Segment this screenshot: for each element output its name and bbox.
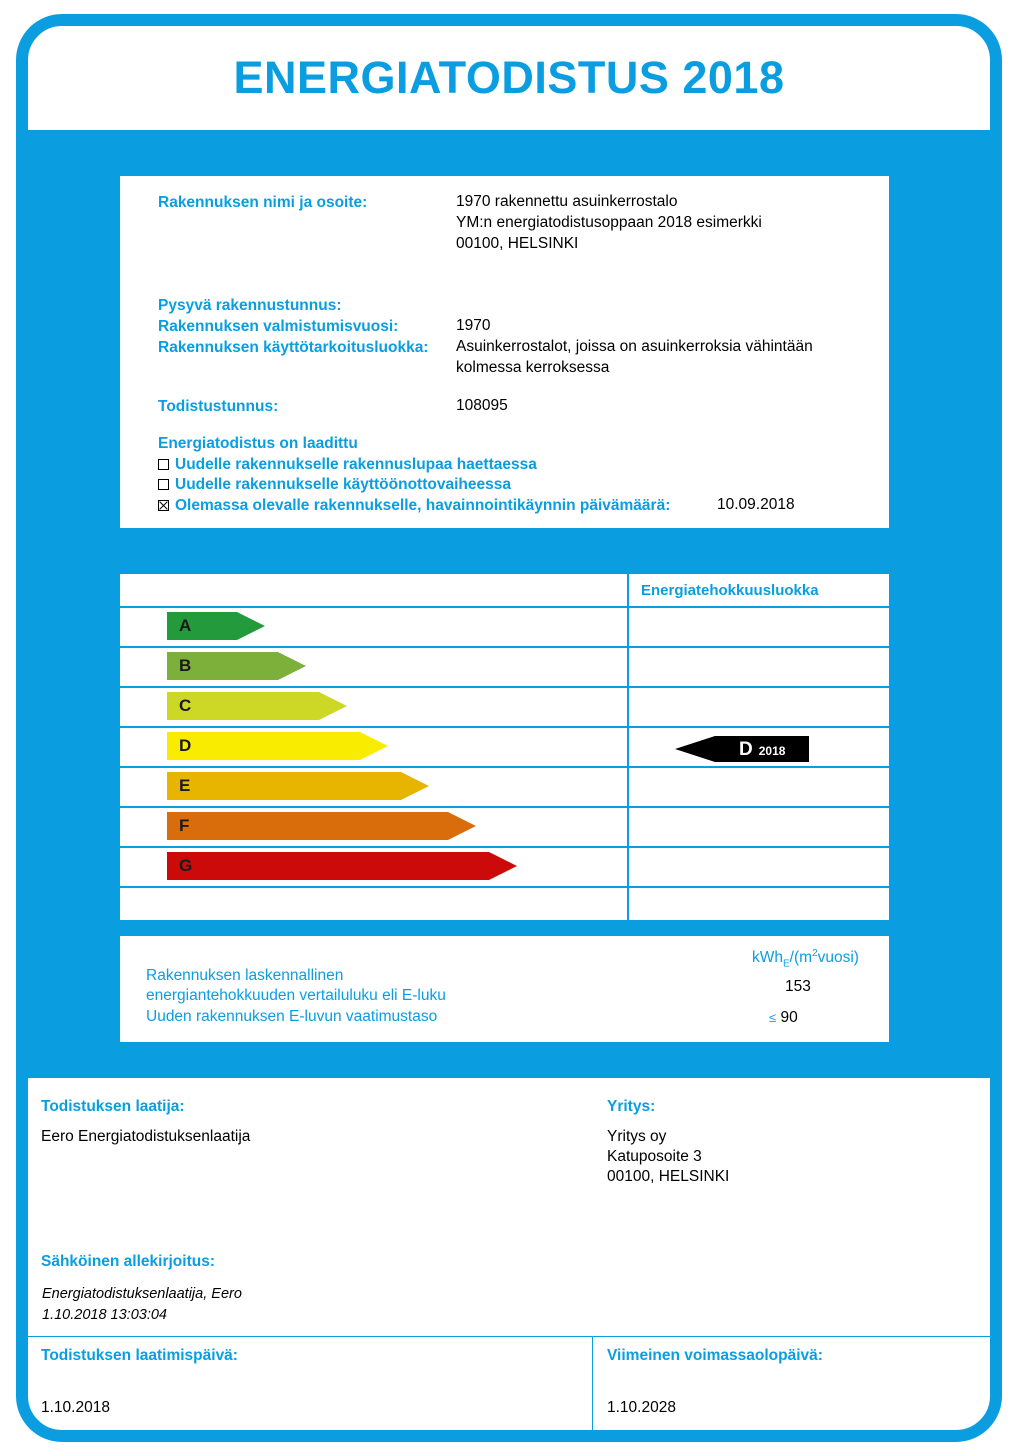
energy-class-c-arrow [167,692,347,720]
created-value: 1.10.2018 [41,1399,110,1416]
table-row-line [120,646,889,648]
option-label-2: Uudelle rakennukselle käyttöönottovaiheessa [175,476,511,493]
energy-class-letter: C [179,696,192,715]
signature-line-2: 1.10.2018 13:03:04 [42,1307,167,1323]
table-row-line [120,806,889,808]
energy-class-letter: A [179,616,192,635]
option-row-2 [158,476,511,494]
energy-class-table [120,574,889,920]
building-use-label: Rakennuksen käyttötarkoitusluokka: [158,339,429,356]
page-title: ENERGIATODISTUS 2018 [233,52,785,103]
building-year-label: Rakennuksen valmistumisvuosi: [158,318,399,335]
building-use-line-1: Asuinkerrostalot, joissa on asuinkerroksia vähintään [456,338,813,355]
eluku-panel [120,936,889,1042]
eluku-line-3: Uuden rakennuksen E-luvun vaatimustaso [146,1008,438,1025]
less-equal-symbol: ≤ [769,1010,777,1025]
energy-class-a-arrow [167,612,265,640]
certificate-id-label: Todistustunnus: [158,398,279,415]
energy-class-d-arrow [167,732,388,760]
checked-box-icon [158,500,169,511]
eluku-value: 153 [785,978,811,995]
company-line-3: 00100, HELSINKI [607,1168,730,1185]
energy-class-letter: B [179,656,192,675]
energy-rating-label: D 2018 [739,739,786,760]
valid-until-value: 1.10.2028 [607,1399,676,1416]
certificate-id-value: 108095 [456,397,508,414]
energy-class-b-arrow [167,652,306,680]
valid-until-label: Viimeinen voimassaolopäivä: [607,1347,823,1364]
energy-class-letter: G [179,856,193,875]
energy-class-header: Energiatehokkuusluokka [641,582,819,599]
author-label: Todistuksen laatija: [41,1098,185,1115]
building-info-panel [120,176,889,528]
eluku-unit: $kWh_E/(m^2vuosi)$ [752,948,859,970]
building-name-line-3: 00100, HELSINKI [456,235,579,252]
requirement-value: 90 [780,1009,798,1026]
author-value: Eero Energiatodistuksenlaatija [41,1128,251,1145]
energy-class-letter: F [179,816,190,835]
table-divider [627,574,629,920]
option-row-1 [158,456,537,474]
energy-class-letter: E [179,776,191,795]
signature-label: Sähköinen allekirjoitus: [41,1253,215,1270]
option-label-1: Uudelle rakennukselle rakennuslupaa haettaessa [175,456,537,473]
checkbox-icon [158,459,169,470]
eluku-line-1: Rakennuksen laskennallinen [146,967,344,984]
option-label-3: Olemassa olevalle rakennukselle, havainnointikäynnin päivämäärä: [175,497,671,514]
certificate-frame [16,14,1002,1442]
eluku-line-2: energiantehokkuuden vertailuluku eli E-luku [146,987,446,1004]
table-row-line [120,686,889,688]
energy-class-g-arrow [167,852,517,880]
building-use-line-2: kolmessa kerroksessa [456,359,610,376]
building-year-value: 1970 [456,317,491,334]
company-line-1: Yritys oy [607,1128,667,1145]
energy-class-e-arrow [167,772,429,800]
footer-divider [28,1336,990,1337]
footer-column-divider [592,1336,593,1430]
building-name-label: Rakennuksen nimi ja osoite: [158,194,368,211]
blue-band [28,130,990,1078]
energy-class-letter: D [179,736,192,755]
company-label: Yritys: [607,1098,656,1115]
table-row-line [120,886,889,888]
company-line-2: Katuposoite 3 [607,1148,702,1165]
eluku-requirement [769,1007,798,1028]
table-row-line [120,606,889,608]
checkbox-icon [158,479,169,490]
signature-line-1: Energiatodistuksenlaatija, Eero [42,1286,242,1302]
footer-section [28,1078,990,1430]
option-row-3 [158,497,670,515]
building-id-label: Pysyvä rakennustunnus: [158,297,342,314]
building-name-line-1: 1970 rakennettu asuinkerrostalo [456,193,678,210]
table-row-line [120,726,889,728]
inspection-date: 10.09.2018 [717,496,795,513]
table-row-line [120,846,889,848]
prepared-for-label: Energiatodistus on laadittu [158,435,358,452]
energy-rating-arrow [675,736,809,767]
energy-class-f-arrow [167,812,476,840]
building-name-line-2: YM:n energiatodistusoppaan 2018 esimerkki [456,214,762,231]
created-label: Todistuksen laatimispäivä: [41,1347,238,1364]
